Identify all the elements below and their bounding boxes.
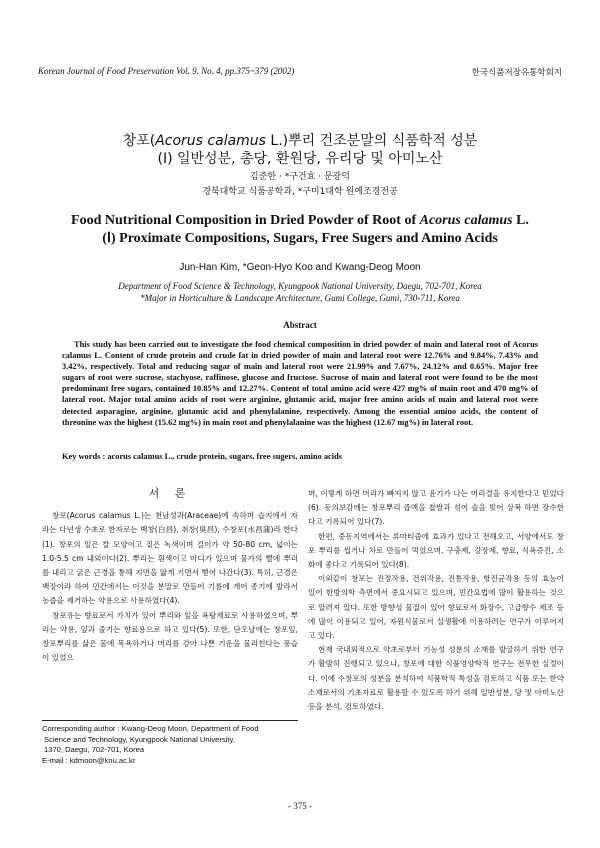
english-title-scientific-name: Acorus calamus — [419, 213, 513, 228]
intro-paragraph-6: 현재 국내외적으로 약초로부터 기능성 성분의 소재를 발굴하기 위한 연구가 활발히 진행되고 있으나, 창포에 대한 식품영양학적 연구는 전무한 실정이다. 이에 수창포의 성분을 분석하여 식품학적 특성을 검토하고 식품 또는 한약소재로서의 기초자료로 활용할 수 있도록 하기 위해 일반성분, 당 및 아미노산 등을 분석, 검토하였다. — [308, 645, 564, 712]
korean-affiliation: 경북대학교 식품공학과, *구미1대학 원예조경전공 — [202, 187, 398, 197]
running-header — [38, 66, 562, 78]
english-authors: Jun-Han Kim, *Geon-Hyo Koo and Kwang-Deog Moon — [179, 262, 421, 273]
left-column — [42, 487, 298, 665]
right-column — [308, 487, 564, 714]
intro-paragraph-2: 창포유는 향료로서 가치가 있어 뿌리와 잎을 욕탕재료로 사용하였으며, 뿌리는 약용, 잎과 줄기는 향료용으로 하고 있다(5). 또한, 단오날에는 창포잎, 창포뿌리를 삶은 물에 목욕하거나 머리를 감아 나쁜 기운을 물리친다는 풍습이 있었으 — [42, 610, 298, 663]
society-name: 한국식품저장유통학회지 — [471, 68, 562, 78]
english-subtitle: (Ⅰ) Proximate Compositions, Sugars, Free Sugers and Amino Acids — [102, 231, 498, 246]
korean-title-post: L.)뿌리 건조분말의 식품학적 성분 — [265, 133, 478, 149]
section-title-introduction: 서 론 — [148, 487, 192, 500]
page-number: - 375 - — [288, 801, 312, 811]
footnote-line-1: Corresponding author : Kwang-Deog Moon, Department of Food — [42, 724, 259, 733]
korean-title-scientific-name: Acorus calamus — [155, 133, 266, 149]
korean-title — [40, 132, 560, 168]
affiliation-line-1: Department of Food Science & Technology, Kyungpook National University, Daegu, 702-701, Korea — [118, 281, 482, 291]
footnote-line-2: Science and Technology, Kyungpook National University, — [44, 734, 235, 744]
korean-author-block — [40, 170, 560, 200]
footnote-line-3: 1370, Daegu, 702-701, Korea — [44, 745, 145, 754]
intro-paragraph-5: 이외같이 창포는 진정작용, 건위작용, 진통작용, 항진균작용 등의 효능이 있어 한방의학 측면에서 중요시되고 있으며, 민간요법에 많이 활용하는 것으로 알려져 있다. 또한 방향성 물질이 있어 향료로서 화장수, 고급향수 제조 등에 많이 이용되고 있어, 자원식물로서 실생활에 이용하려는 연구가 이루어지고 있다. — [308, 574, 564, 641]
korean-title-pre: 창포( — [122, 133, 156, 149]
intro-paragraph-3: 며, 이렇게 하면 머리가 빠지지 않고 윤기가 나는 머리결을 유지한다고 믿었다(6). 동의보감에는 창포뿌리 즙액을 찹쌀과 섞어 술을 빚어 상복 하면 장수한다고 기록되어 있다(7). — [308, 489, 564, 527]
english-title-pre: Food Nutritional Composition in Dried Powder of Root of — [71, 213, 420, 228]
corresponding-author-footnote — [42, 720, 298, 766]
korean-authors: 김준한 · *구건효 · 문광덕 — [250, 172, 350, 182]
korean-subtitle: (Ⅰ) 일반성분, 총당, 환원당, 유리당 및 아미노산 — [157, 151, 443, 167]
journal-citation: Korean Journal of Food Preservation Vol. 9. No. 4, pp.375~379 (2002) — [38, 66, 295, 76]
english-affiliation — [40, 280, 560, 304]
abstract-heading: Abstract — [283, 320, 317, 330]
affiliation-line-2: *Major in Horticulture & Landscape Architecture, Gumi College, Gumi, 730-711, Korea — [140, 293, 460, 303]
footnote-email: E-mail : kdmoon@knu.ac.kr — [42, 755, 136, 765]
intro-paragraph-1: 창포(Acorus calamus L.)는 천남성과(Araceae)에 속하며 습지에서 자라는 다년생 수초로 한자로는 백창(白昌), 취창(臭昌), 수창포(水昌蒲)라 한다(1). 창포의 잎은 칼 모양이고 짙은 녹색이며 길이가 약 50-80 cm, 넓이는 1.0-5.5 cm 내외이다(2). 뿌리는 흰색이고 마디가 있으며 물가의 뻘에 뿌리를 내리고 굵은 근경을 통해 지면을 앓게 기면서 뻗어 나간다(3). 특히, 근경은 백장이라 하여 민간에서는 이것을 분말로 만들어 기름에 개어 종기에 발라서 농즙을 제거하는 약용으로 사용하였다(4). — [42, 511, 298, 606]
english-title — [40, 212, 560, 248]
keywords: Key words : acorus calamus L., crude protein, sugars, free sugers, amino acids — [62, 452, 343, 461]
english-title-post: L. — [512, 213, 529, 228]
intro-paragraph-4: 한편, 중동지역에서는 류마티즘에 효과가 있다고 전해오고, 서양에서도 창포 뿌리를 씹거나 차로 만들어 먹었으며, 구충제, 강장제, 향료, 식욕증진, 소화에 좋다고 기록되어 있다(8). — [308, 531, 564, 570]
abstract-text: This study has been carried out to investigate the food chemical composition in dried powder of main and lateral root of Acorus calamus L. Content of crude protein and crude fat in dried powder of main and lateral root were 12.76% and 9.84%, 7.43% and 3.42%, respectively. Total and reducing sugar of main and lateral root were 21.99% and 7.67%, 24.12% and 0.65%. Major free sugars of root were sucrose, stachyose, raffinose, glucose and fructose. Sucrose of main and lateral root were found to be the most predominant free sugars, contained 10.85% and 12.27%. Content of total amino acid were 427 mg% of main root and 470 mg% of lateral root. Major total amino acids of root were arginine, glutamic acid, major free amino acids of main and lateral root were detected asparagine, arginine, glutamic acid and phenylalanine, respectively. Among the essential amino acids, the content of threonine was the highest (15.62 mg%) in main root and phenylalanine was the highest (12.67 mg%) in lateral root. — [62, 340, 538, 427]
